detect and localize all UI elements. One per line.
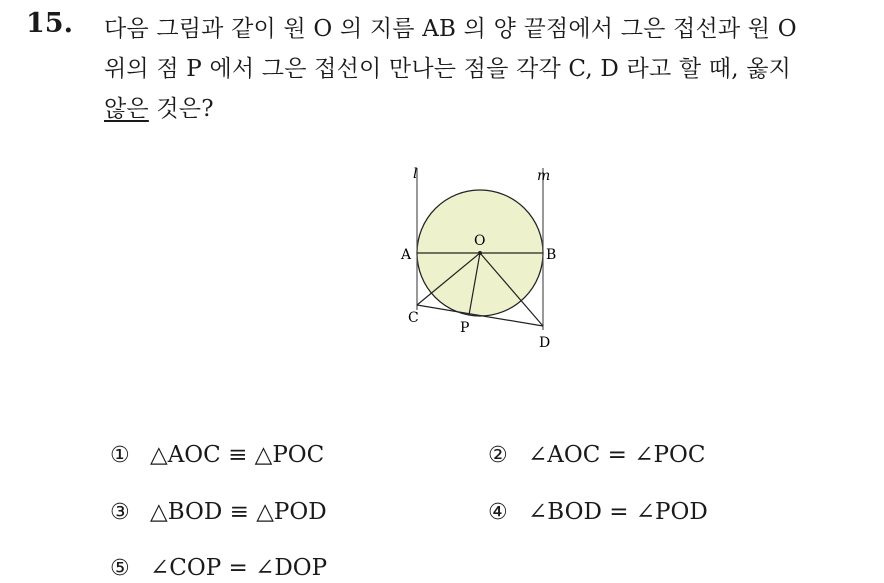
choice-2-number: ② xyxy=(488,443,508,468)
choice-1-number: ① xyxy=(110,443,130,468)
label-l: l xyxy=(413,166,418,182)
question-text-line-3 xyxy=(104,90,214,123)
choice-3[interactable] xyxy=(110,499,327,525)
choice-5-text: ∠COP = ∠DOP xyxy=(150,555,328,581)
label-b: B xyxy=(546,247,557,263)
choice-4-text: ∠BOD = ∠POD xyxy=(528,499,708,525)
label-a: A xyxy=(401,247,412,263)
label-o: O xyxy=(474,233,486,249)
choice-5-number: ⑤ xyxy=(110,556,130,581)
choice-1-text: △AOC ≡ △POC xyxy=(150,442,325,468)
choice-2[interactable] xyxy=(488,442,705,468)
choice-3-number: ③ xyxy=(110,500,130,525)
question-text-line-2: 위의 점 P 에서 그은 접선이 만나는 점을 각각 C, D 라고 할 때, 옳지 xyxy=(104,56,792,82)
underlined-keyword: 않은 xyxy=(104,96,149,122)
choice-5[interactable] xyxy=(110,555,327,581)
question-number: 15. xyxy=(26,8,73,39)
choice-3-text: △BOD ≡ △POD xyxy=(150,499,327,525)
label-d: D xyxy=(539,335,551,351)
choice-2-text: ∠AOC = ∠POC xyxy=(528,442,706,468)
label-m: m xyxy=(537,168,551,184)
choice-4[interactable] xyxy=(488,499,708,525)
geometry-figure xyxy=(380,160,580,360)
center-point xyxy=(478,251,482,255)
choice-1[interactable] xyxy=(110,442,324,468)
label-c: C xyxy=(408,310,419,326)
choice-4-number: ④ xyxy=(488,500,508,525)
label-p: P xyxy=(460,320,470,336)
question-text-line-1: 다음 그림과 같이 원 O 의 지름 AB 의 양 끝점에서 그은 접선과 원 O xyxy=(104,16,797,42)
question-text-ending: 것은? xyxy=(148,96,214,122)
